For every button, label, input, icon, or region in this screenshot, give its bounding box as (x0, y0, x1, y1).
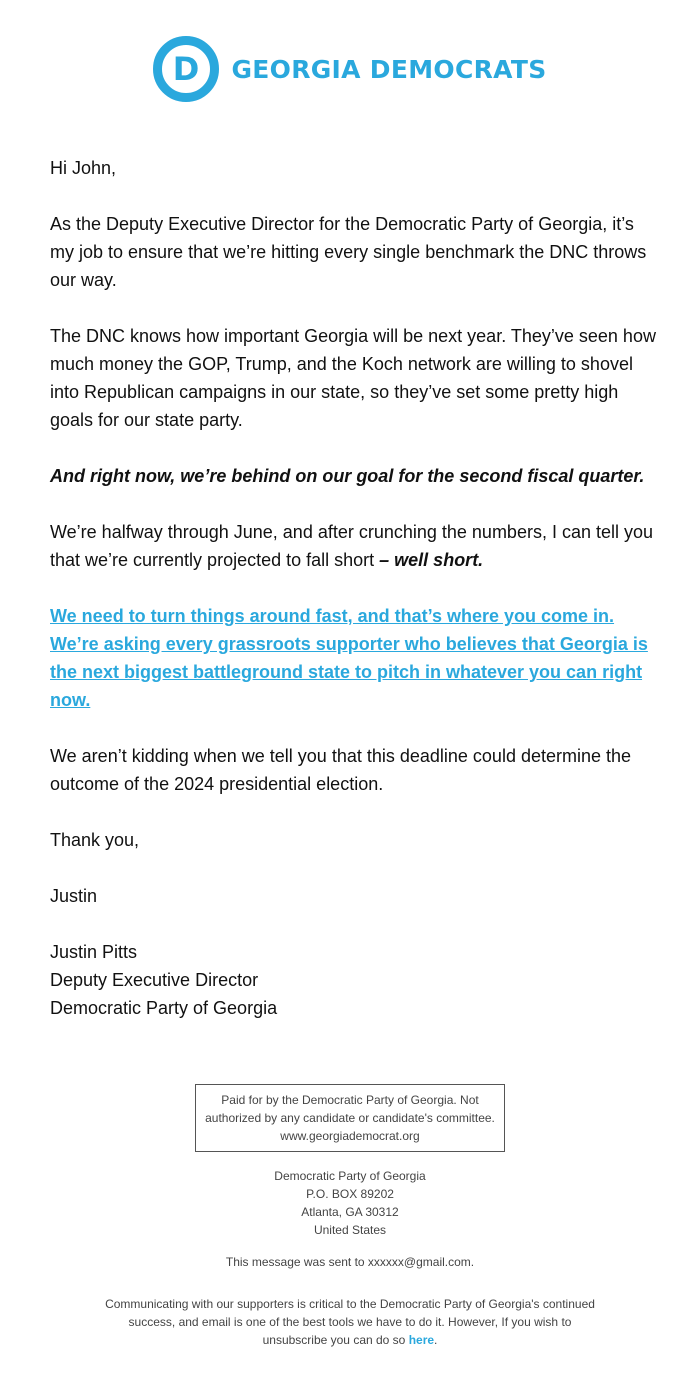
greeting: Hi John, (50, 158, 117, 178)
unsub-line-1: Communicating with our supporters is critical to the Democratic Party of Georgia's continued (105, 1297, 595, 1311)
unsubscribe-link[interactable]: here (408, 1333, 435, 1347)
mailing-address (0, 1167, 700, 1239)
closing: Thank you, (50, 830, 140, 850)
address-city: Atlanta, GA 30312 (301, 1205, 399, 1219)
email-footer (0, 1084, 700, 1349)
signature-org: Democratic Party of Georgia (50, 998, 278, 1018)
unsub-period: . (434, 1333, 438, 1347)
signature-block (50, 938, 660, 1022)
well-short-text: – well short. (379, 550, 484, 570)
unsubscribe-notice (90, 1295, 610, 1349)
logo-wordmark: GEORGIA DEMOCRATS (231, 54, 547, 84)
unsub-text: unsubscribe you can do so (262, 1333, 409, 1347)
sent-to-notice: This message was sent to xxxxxx@gmail.com. (225, 1255, 475, 1269)
democrat-d-logo-icon (153, 36, 219, 102)
unsub-line-2: success, and email is one of the best tools we have to do it. However, If you wish to (128, 1315, 572, 1329)
unsub-line-3 (90, 1331, 610, 1349)
svg-text:D: D (173, 50, 200, 88)
paragraph-dnc-goals: The DNC knows how important Georgia will be next year. They’ve seen how much money the GOP, Trump, and the Koch network are willing to shovel into Republican campaigns in our state, so they’ve set some pretty high goals for our state party. (50, 326, 656, 430)
address-org: Democratic Party of Georgia (274, 1169, 426, 1183)
paragraph-behind-goal: And right now, we’re behind on our goal for the second fiscal quarter. (50, 466, 645, 486)
address-country: United States (313, 1223, 387, 1237)
email-body (50, 154, 660, 1050)
paid-line-2: authorized by any candidate or candidate's committee. (205, 1111, 495, 1125)
donate-cta-paragraph (50, 602, 660, 714)
signature-name: Justin Pitts (50, 942, 138, 962)
paragraph-intro: As the Deputy Executive Director for the Democratic Party of Georgia, it’s my job to ensure that we’re hitting every single benchmark the DNC throws our way. (50, 214, 647, 290)
paragraph-halfway (50, 518, 660, 574)
paid-for-disclaimer (195, 1084, 505, 1152)
address-po-box: P.O. BOX 89202 (306, 1187, 394, 1201)
paragraph-deadline: We aren’t kidding when we tell you that this deadline could determine the outcome of the 2024 presidential election. (50, 746, 632, 794)
paid-url: www.georgiademocrat.org (280, 1129, 420, 1143)
signature-title: Deputy Executive Director (50, 970, 259, 990)
email-header (0, 36, 700, 102)
georgia-democrats-logo[interactable] (153, 36, 546, 102)
halfway-text: We’re halfway through June, and after crunching the numbers, I can tell you that we’re currently projected to fall short (50, 522, 654, 570)
paid-line-1: Paid for by the Democratic Party of Georgia. Not (221, 1093, 479, 1107)
donate-cta-link[interactable]: We need to turn things around fast, and that’s where you come in. We’re asking every grassroots supporter who believes that Georgia is the next biggest battleground state to pitch in whatever you can right now. (50, 606, 648, 710)
sign-off-name: Justin (50, 886, 98, 906)
